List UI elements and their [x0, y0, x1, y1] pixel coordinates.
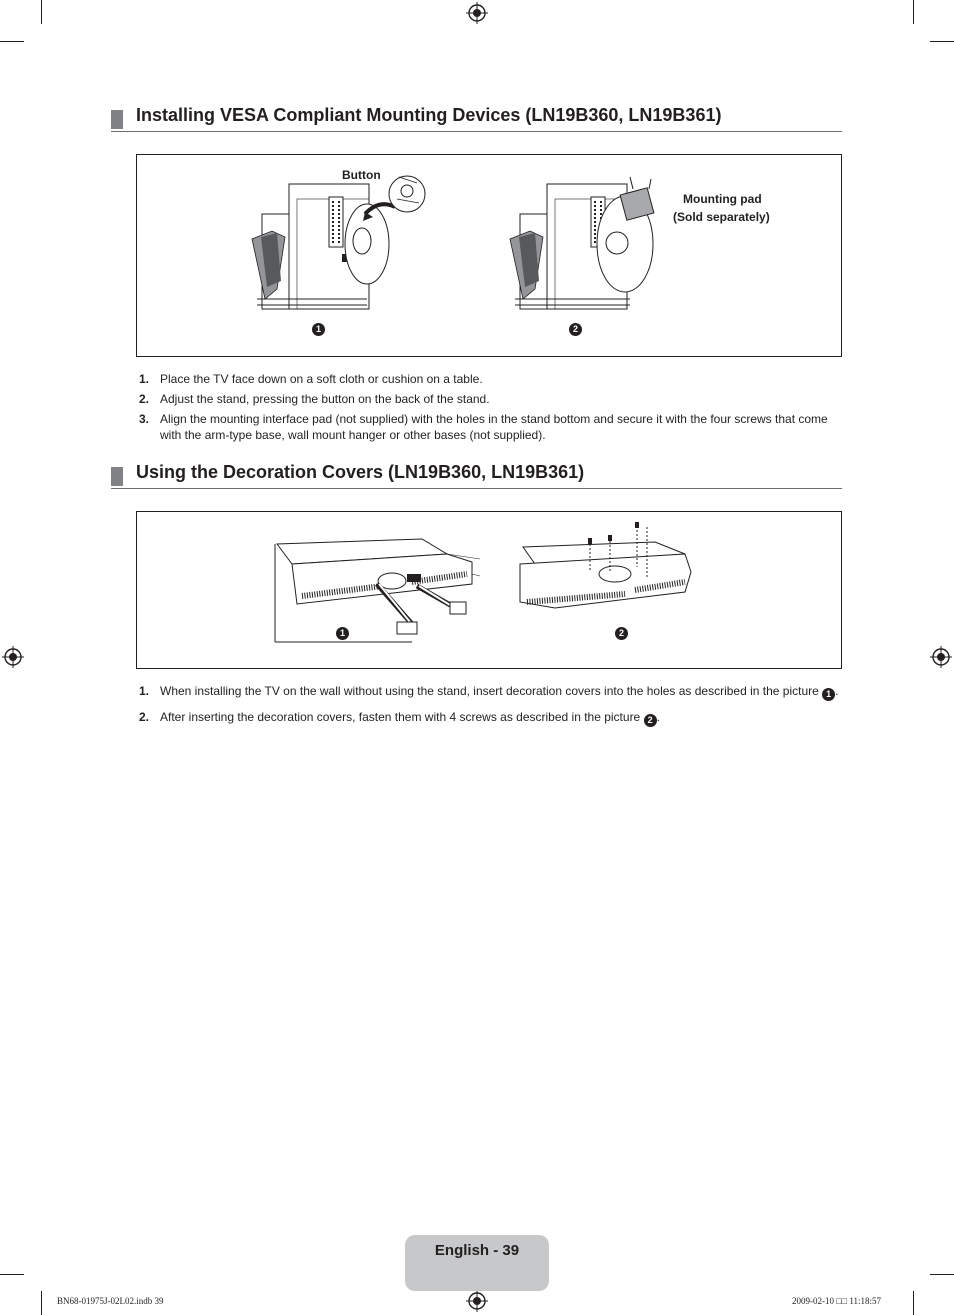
section-title-vesa: Installing VESA Compliant Mounting Devices (LN19B360, LN19B361) [136, 105, 722, 125]
section-title-covers: Using the Decoration Covers (LN19B360, LN19B361) [136, 462, 585, 482]
print-slug-right: 2009-02-10 □□ 11:18:57 [792, 1296, 882, 1306]
step-number: 1. [139, 372, 150, 386]
list-item [136, 371, 842, 387]
crop-mark [913, 1291, 914, 1315]
button-label: Button [342, 168, 381, 182]
figure-marker-1: 1 [336, 627, 349, 640]
step-text: After inserting the decoration covers, fasten them with 4 screws as described in the picture [160, 710, 644, 724]
list-item [136, 391, 842, 407]
sold-separately-label: (Sold separately) [673, 210, 770, 224]
section-heading-vesa [111, 105, 842, 132]
crop-mark [41, 0, 42, 24]
figure-marker-2: 2 [569, 323, 582, 336]
heading-bar [111, 467, 123, 486]
section-heading-covers [111, 462, 842, 489]
mounting-pad-label: Mounting pad [683, 192, 762, 206]
vesa-figure [136, 154, 842, 357]
vesa-steps-list [136, 371, 842, 447]
list-item [136, 709, 842, 727]
crop-mark [930, 1274, 954, 1275]
step-number: 3. [139, 412, 150, 426]
covers-steps-list [136, 683, 842, 731]
heading-bar [111, 110, 123, 129]
figure-marker-1: 1 [312, 323, 325, 336]
step-number: 1. [139, 684, 150, 698]
crop-mark [930, 41, 954, 42]
registration-mark-icon [2, 646, 24, 668]
page-number: English - 39 [434, 1242, 520, 1259]
step-suffix: . [656, 710, 660, 724]
crop-mark [41, 1291, 42, 1315]
step-text: When installing the TV on the wall without using the stand, insert decoration covers into the holes as described in the picture [160, 684, 823, 698]
step-suffix: . [835, 684, 839, 698]
step-text: Place the TV face down on a soft cloth or cushion on a table. [160, 372, 483, 386]
list-item [136, 411, 842, 443]
step-number: 2. [139, 710, 150, 724]
crop-mark [0, 1274, 24, 1275]
step-number: 2. [139, 392, 150, 406]
picture-ref-marker: 1 [822, 688, 835, 701]
print-slug-left: BN68-01975J-02L02.indb 39 [57, 1296, 164, 1306]
picture-ref-marker: 2 [644, 714, 657, 727]
figure-marker-2: 2 [615, 627, 628, 640]
decoration-covers-screws-illustration [515, 522, 695, 612]
registration-mark-icon [930, 646, 952, 668]
tv-stand-button-illustration [247, 169, 447, 339]
decoration-covers-insert-illustration [272, 534, 482, 646]
page-number-tab [405, 1235, 549, 1291]
tv-mounting-pad-illustration [505, 169, 675, 339]
crop-mark [913, 0, 914, 24]
covers-figure [136, 511, 842, 669]
list-item [136, 683, 842, 701]
crop-mark [0, 41, 24, 42]
step-text: Adjust the stand, pressing the button on the back of the stand. [160, 392, 490, 406]
registration-mark-icon [466, 1290, 488, 1312]
step-text: Align the mounting interface pad (not supplied) with the holes in the stand bottom and secure it with the four screws that come with the arm-type base, wall mount hanger or other bases (not supplied). [160, 412, 828, 442]
registration-mark-icon [466, 2, 488, 24]
